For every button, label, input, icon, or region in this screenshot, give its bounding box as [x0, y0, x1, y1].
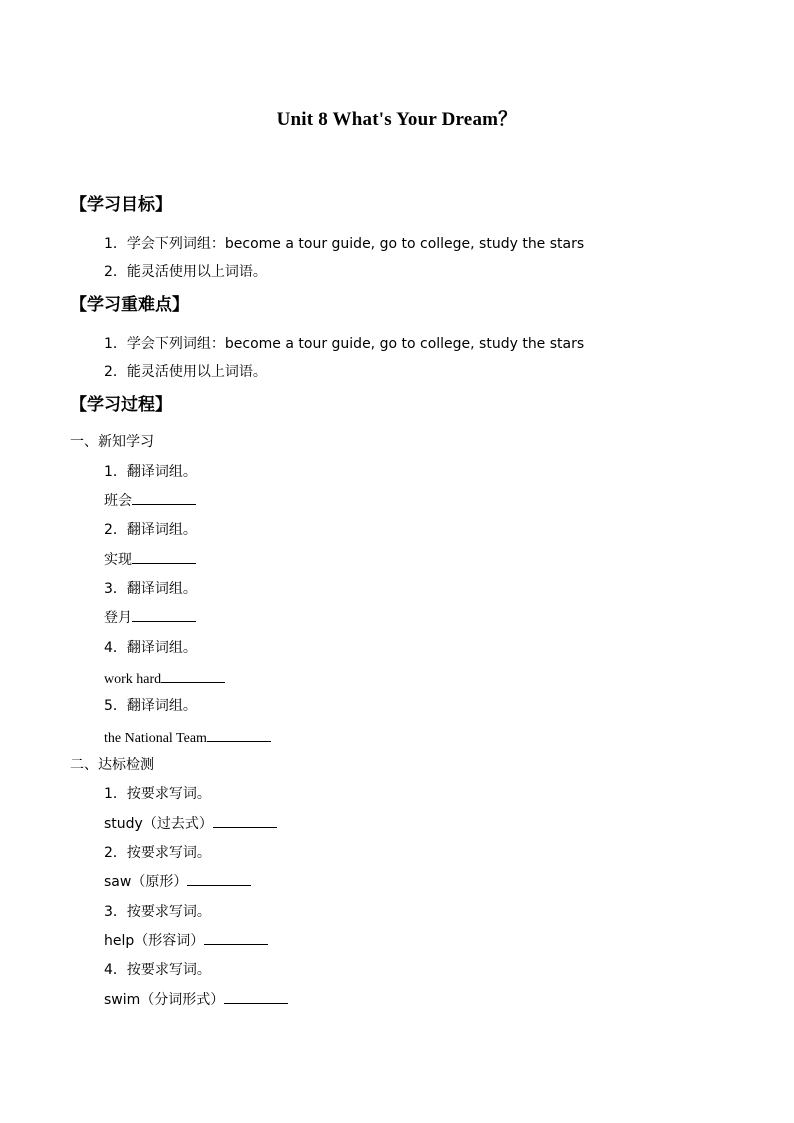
answer-label: saw（原形） — [104, 874, 188, 890]
part1-answer-5 — [104, 727, 271, 747]
answer-blank[interactable] — [132, 490, 196, 505]
part2-prompt-2: 2．按要求写词。 — [104, 845, 211, 861]
part2-answer-3 — [104, 930, 268, 950]
answer-label: help（形容词） — [104, 933, 205, 949]
answer-blank[interactable] — [224, 989, 288, 1004]
part1-prompt-2: 2．翻译词组。 — [104, 522, 197, 538]
part1-heading: 一、新知学习 — [70, 434, 154, 450]
answer-label: 实现 — [104, 552, 132, 568]
section-heading-goals: 【学习目标】 — [70, 195, 172, 215]
part2-heading: 二、达标检测 — [70, 757, 154, 773]
part1-prompt-1: 1．翻译词组。 — [104, 464, 197, 480]
answer-label: work hard — [104, 672, 162, 687]
part2-prompt-3: 3．按要求写词。 — [104, 904, 211, 920]
answer-label: study（过去式） — [104, 816, 213, 832]
part1-prompt-4: 4．翻译词组。 — [104, 640, 197, 656]
key-point-item-1: 1．学会下列词组：become a tour guide, go to college, study the stars — [104, 336, 585, 352]
answer-blank[interactable] — [207, 727, 271, 742]
answer-blank[interactable] — [161, 668, 225, 683]
part1-answer-3 — [104, 607, 196, 627]
part1-prompt-5: 5．翻译词组。 — [104, 698, 197, 714]
answer-label: the National Team — [104, 731, 207, 746]
answer-label: 登月 — [104, 610, 132, 626]
part2-answer-2 — [104, 871, 251, 891]
answer-blank[interactable] — [213, 813, 277, 828]
key-point-item-2: 2．能灵活使用以上词语。 — [104, 364, 267, 380]
page-title: Unit 8 What's Your Dream？ — [276, 109, 518, 130]
answer-blank[interactable] — [132, 607, 196, 622]
part2-prompt-1: 1．按要求写词。 — [104, 786, 211, 802]
goal-item-1: 1．学会下列词组：become a tour guide, go to college, study the stars — [104, 236, 585, 252]
part1-answer-4 — [104, 668, 225, 688]
section-heading-key-points: 【学习重难点】 — [70, 295, 189, 315]
answer-label: swim（分词形式） — [104, 992, 225, 1008]
part1-prompt-3: 3．翻译词组。 — [104, 581, 197, 597]
section-heading-process: 【学习过程】 — [70, 395, 172, 415]
answer-label: 班会 — [104, 493, 132, 509]
part1-answer-2 — [104, 549, 196, 569]
part2-answer-4 — [104, 989, 288, 1009]
answer-blank[interactable] — [132, 549, 196, 564]
answer-blank[interactable] — [187, 871, 251, 886]
part2-prompt-4: 4．按要求写词。 — [104, 962, 211, 978]
answer-blank[interactable] — [204, 930, 268, 945]
part1-answer-1 — [104, 490, 196, 510]
part2-answer-1 — [104, 813, 277, 833]
goal-item-2: 2．能灵活使用以上词语。 — [104, 264, 267, 280]
